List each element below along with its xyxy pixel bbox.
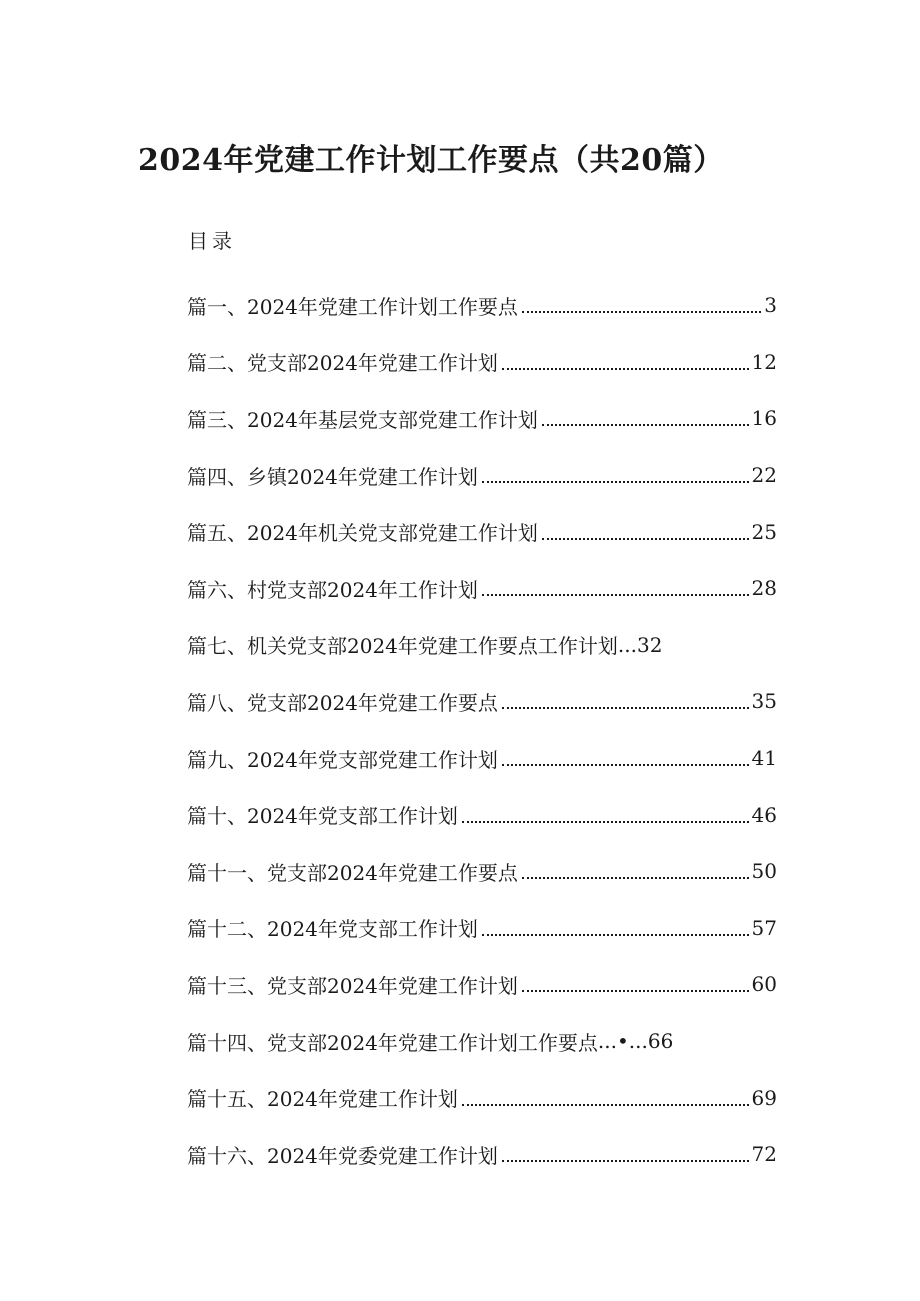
table-of-contents [187, 277, 777, 1183]
toc-entry-title: 篇七、机关党支部2024年党建工作要点工作计划 [187, 634, 618, 659]
toc-entry-title: 篇一、2024年党建工作计划工作要点 [187, 294, 518, 319]
toc-entry-title: 篇十六、2024年党委党建工作计划 [187, 1143, 498, 1168]
toc-dot-leader [502, 707, 749, 709]
toc-dot-leader [522, 990, 749, 992]
toc-entry-title: 篇十、2024年党支部工作计划 [187, 804, 458, 829]
toc-dot-leader [502, 1160, 749, 1162]
toc-page-number: 50 [751, 859, 777, 884]
toc-page-number: 41 [751, 746, 777, 771]
toc-page-number: 22 [751, 463, 777, 488]
toc-entry-title: 篇十二、2024年党支部工作计划 [187, 917, 478, 942]
toc-dot-leader [462, 821, 749, 823]
toc-page-number: 16 [751, 406, 777, 431]
toc-entry[interactable] [187, 786, 777, 843]
toc-entry[interactable] [187, 390, 777, 447]
toc-entry-title: 篇九、2024年党支部党建工作计划 [187, 747, 498, 772]
toc-page-number: 25 [751, 519, 777, 544]
toc-dot-leader [522, 877, 749, 879]
toc-page-number: ...•...66 [597, 1029, 674, 1054]
toc-entry-title: 篇三、2024年基层党支部党建工作计划 [187, 407, 538, 432]
toc-page-number: 69 [751, 1085, 777, 1110]
toc-entry[interactable] [187, 843, 777, 900]
toc-dot-leader [502, 764, 749, 766]
toc-page-number: ...32 [617, 632, 663, 657]
toc-entry-title: 篇十四、党支部2024年党建工作计划工作要点 [187, 1030, 598, 1055]
toc-dot-leader [482, 481, 749, 483]
toc-entry-title: 篇五、2024年机关党支部党建工作计划 [187, 521, 538, 546]
toc-page-number: 12 [751, 349, 777, 374]
document-title: 2024年党建工作计划工作要点（共20篇） [138, 143, 724, 178]
toc-entry[interactable] [187, 900, 777, 957]
toc-page-number: 72 [751, 1142, 777, 1167]
toc-page-number: 3 [764, 293, 777, 318]
toc-page-number: 28 [751, 576, 777, 601]
toc-entry[interactable] [187, 1069, 777, 1126]
toc-entry[interactable] [187, 956, 777, 1013]
toc-dot-leader [462, 1104, 749, 1106]
toc-entry[interactable] [187, 617, 777, 674]
toc-entry[interactable] [187, 334, 777, 391]
toc-entry[interactable] [187, 1013, 777, 1070]
toc-entry-title: 篇六、村党支部2024年工作计划 [187, 577, 478, 602]
toc-entry[interactable] [187, 730, 777, 787]
toc-dot-leader [542, 538, 749, 540]
toc-entry[interactable] [187, 503, 777, 560]
toc-dot-leader [522, 311, 761, 313]
toc-page-number: 46 [751, 802, 777, 827]
toc-entry[interactable] [187, 560, 777, 617]
toc-dot-leader [542, 424, 749, 426]
toc-entry-title: 篇十一、党支部2024年党建工作要点 [187, 860, 518, 885]
toc-entry[interactable] [187, 277, 777, 334]
toc-page-number: 57 [751, 915, 777, 940]
toc-page-number: 35 [751, 689, 777, 714]
toc-entry[interactable] [187, 447, 777, 504]
toc-entry-title: 篇四、乡镇2024年党建工作计划 [187, 464, 478, 489]
toc-entry-title: 篇十三、党支部2024年党建工作计划 [187, 973, 518, 998]
toc-dot-leader [482, 934, 749, 936]
toc-heading: 目录 [188, 229, 236, 253]
toc-entry-title: 篇二、党支部2024年党建工作计划 [187, 351, 498, 376]
toc-entry[interactable] [187, 1126, 777, 1183]
toc-page-number: 60 [751, 972, 777, 997]
toc-entry-title: 篇八、党支部2024年党建工作要点 [187, 690, 498, 715]
toc-dot-leader [502, 368, 749, 370]
toc-entry-title: 篇十五、2024年党建工作计划 [187, 1087, 458, 1112]
toc-entry[interactable] [187, 673, 777, 730]
toc-dot-leader [482, 594, 749, 596]
